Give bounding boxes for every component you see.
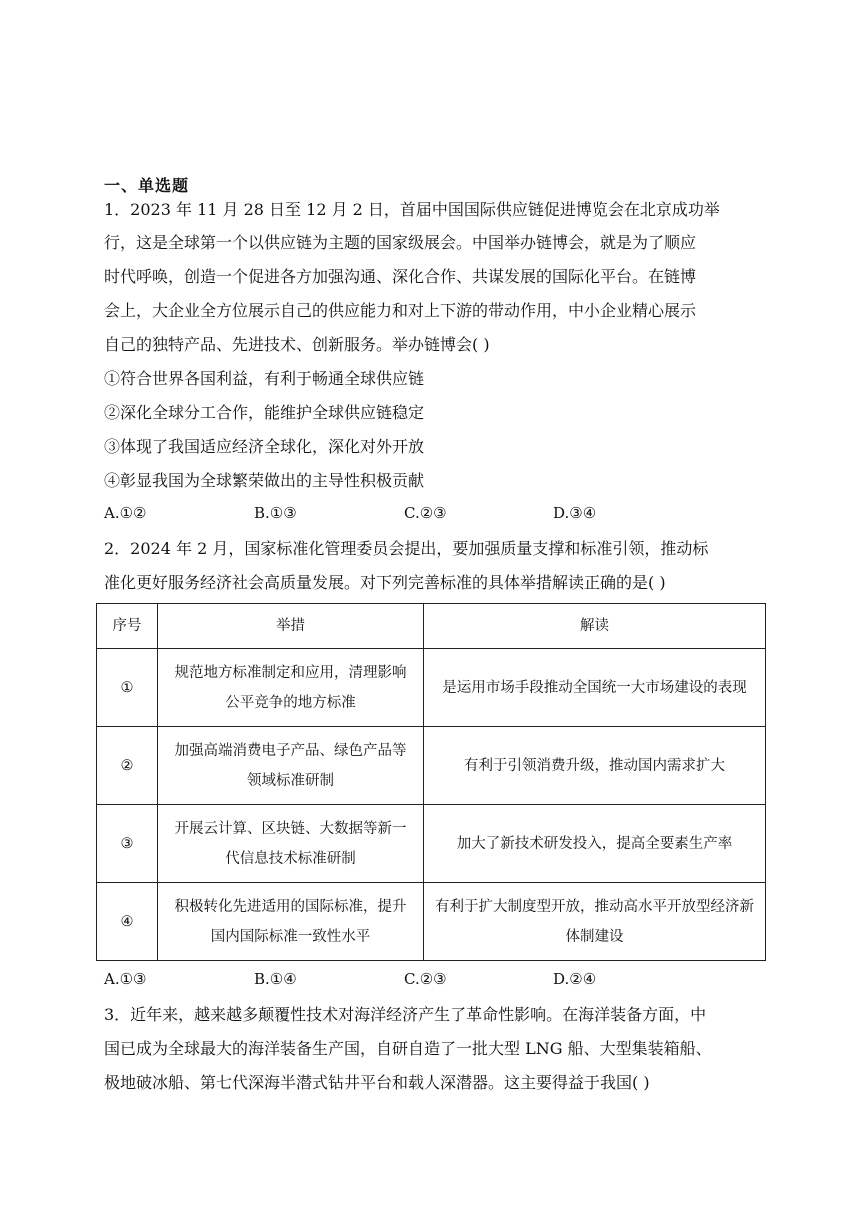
q1-stem-line-5: 自己的独特产品、先进技术、创新服务。举办链博会( ): [104, 335, 490, 354]
row-reading: 加大了新技术研发投入，提高全要素生产率: [424, 805, 766, 883]
q2-table: [96, 603, 766, 961]
q3-stem-line-2: 国已成为全球最大的海洋装备生产国，自研自造了一批大型 LNG 船、大型集装箱船、: [104, 1039, 712, 1058]
row-measure: 积极转化先进适用的国际标准，提升国内国际标准一致性水平: [158, 883, 424, 961]
q1-option-c[interactable]: C.②③: [404, 504, 447, 522]
row-measure: 加强高端消费电子产品、绿色产品等领域标准研制: [158, 727, 424, 805]
q2-option-c[interactable]: C.②③: [404, 970, 447, 988]
row-no: ③: [97, 805, 158, 883]
table-header-no: 序号: [97, 604, 158, 649]
q1-item-2: ②深化全球分工合作，能维护全球供应链稳定: [104, 403, 425, 422]
q1-options: [104, 504, 704, 526]
q1-stem-line-2: 行，这是全球第一个以供应链为主题的国家级展会。中国举办链博会，就是为了顺应: [104, 233, 697, 252]
section-title: 一、单选题: [104, 176, 190, 195]
row-reading: 有利于引领消费升级，推动国内需求扩大: [424, 727, 766, 805]
q1-stem-line-3: 时代呼唤，创造一个促进各方加强沟通、深化合作、共谋发展的国际化平台。在链博: [104, 267, 697, 286]
row-reading: 是运用市场手段推动全国统一大市场建设的表现: [424, 649, 766, 727]
q2-stem-line-2: 准化更好服务经济社会高质量发展。对下列完善标准的具体举措解读正确的是( ): [104, 573, 666, 592]
table-header-row: [97, 604, 766, 649]
row-measure: 开展云计算、区块链、大数据等新一代信息技术标准研制: [158, 805, 424, 883]
q2-options: [104, 970, 704, 992]
row-no: ②: [97, 727, 158, 805]
q2-stem-line-1: 2．2024 年 2 月，国家标准化管理委员会提出，要加强质量支撑和标准引领，推动标: [104, 539, 709, 558]
table-row: [97, 649, 766, 727]
q1-option-b[interactable]: B.①③: [254, 504, 297, 522]
row-no: ①: [97, 649, 158, 727]
table-header-reading: 解读: [424, 604, 766, 649]
q1-item-3: ③体现了我国适应经济全球化，深化对外开放: [104, 437, 425, 456]
q1-item-1: ①符合世界各国利益，有利于畅通全球供应链: [104, 369, 425, 388]
q3-stem-line-3: 极地破冰船、第七代深海半潜式钻井平台和载人深潜器。这主要得益于我国( ): [104, 1073, 650, 1092]
row-no: ④: [97, 883, 158, 961]
row-reading: 有利于扩大制度型开放，推动高水平开放型经济新体制建设: [424, 883, 766, 961]
row-measure: 规范地方标准制定和应用，清理影响公平竞争的地方标准: [158, 649, 424, 727]
table-row: [97, 727, 766, 805]
q2-option-b[interactable]: B.①④: [254, 970, 297, 988]
q1-option-d[interactable]: D.③④: [553, 504, 597, 522]
table-row: [97, 805, 766, 883]
table-header-measure: 举措: [158, 604, 424, 649]
q1-option-a[interactable]: A.①②: [104, 504, 147, 522]
q2-option-a[interactable]: A.①③: [104, 970, 147, 988]
q1-stem-line-1: 1．2023 年 11 月 28 日至 12 月 2 日，首届中国国际供应链促进博览会在北京成功举: [104, 200, 720, 219]
q3-stem-line-1: 3．近年来，越来越多颠覆性技术对海洋经济产生了革命性影响。在海洋装备方面，中: [104, 1005, 707, 1024]
q1-stem-line-4: 会上，大企业全方位展示自己的供应能力和对上下游的带动作用，中小企业精心展示: [104, 301, 697, 320]
table-row: [97, 883, 766, 961]
q1-item-4: ④彰显我国为全球繁荣做出的主导性积极贡献: [104, 471, 425, 490]
q2-option-d[interactable]: D.②④: [553, 970, 597, 988]
